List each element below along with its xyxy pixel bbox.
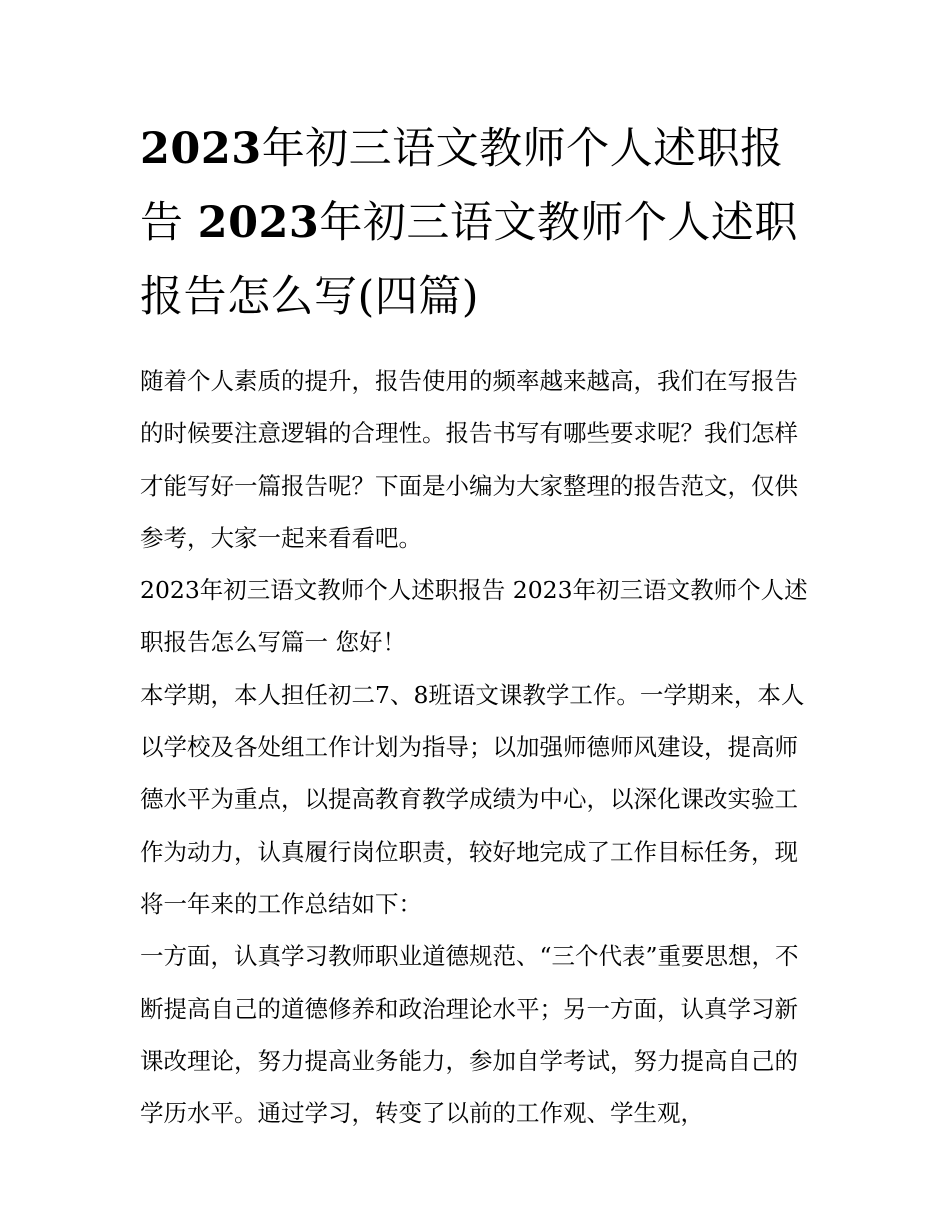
paragraph-heading-part-one: 2023年初三语文教师个人述职报告 2023年初三语文教师个人述职报告怎么写篇一 您好！ bbox=[140, 576, 808, 657]
paragraph-intro: 随着个人素质的提升，报告使用的频率越来越高，我们在写报告的时候要注意逻辑的合理性。报告书写有哪些要求呢？我们怎样才能写好一篇报告呢？下面是小编为大家整理的报告范文，仅供参考，大家一起来看看吧。 bbox=[140, 367, 798, 552]
paragraph-study: 一方面，认真学习教师职业道德规范、“三个代表”重要思想，不断提高自己的道德修养和政治理论水平；另一方面，认真学习新课改理论，努力提高业务能力，参加自学考试，努力提高自己的学历水平。通过学习，转变了以前的工作观、学生观， bbox=[140, 942, 799, 1128]
document-body bbox=[140, 355, 820, 1139]
document-title: 2023年初三语文教师个人述职报告 2023年初三语文教师个人述职报告怎么写(四篇) bbox=[140, 124, 798, 322]
paragraph-semester-work: 本学期，本人担任初二7、8班语文课教学工作。一学期来，本人以学校及各处组工作计划为指导；以加强师德师风建设，提高师德水平为重点，以提高教育教学成绩为中心，以深化课改实验工作为动力，认真履行岗位职责，较好地完成了工作目标任务，现将一年来的工作总结如下： bbox=[140, 680, 805, 918]
